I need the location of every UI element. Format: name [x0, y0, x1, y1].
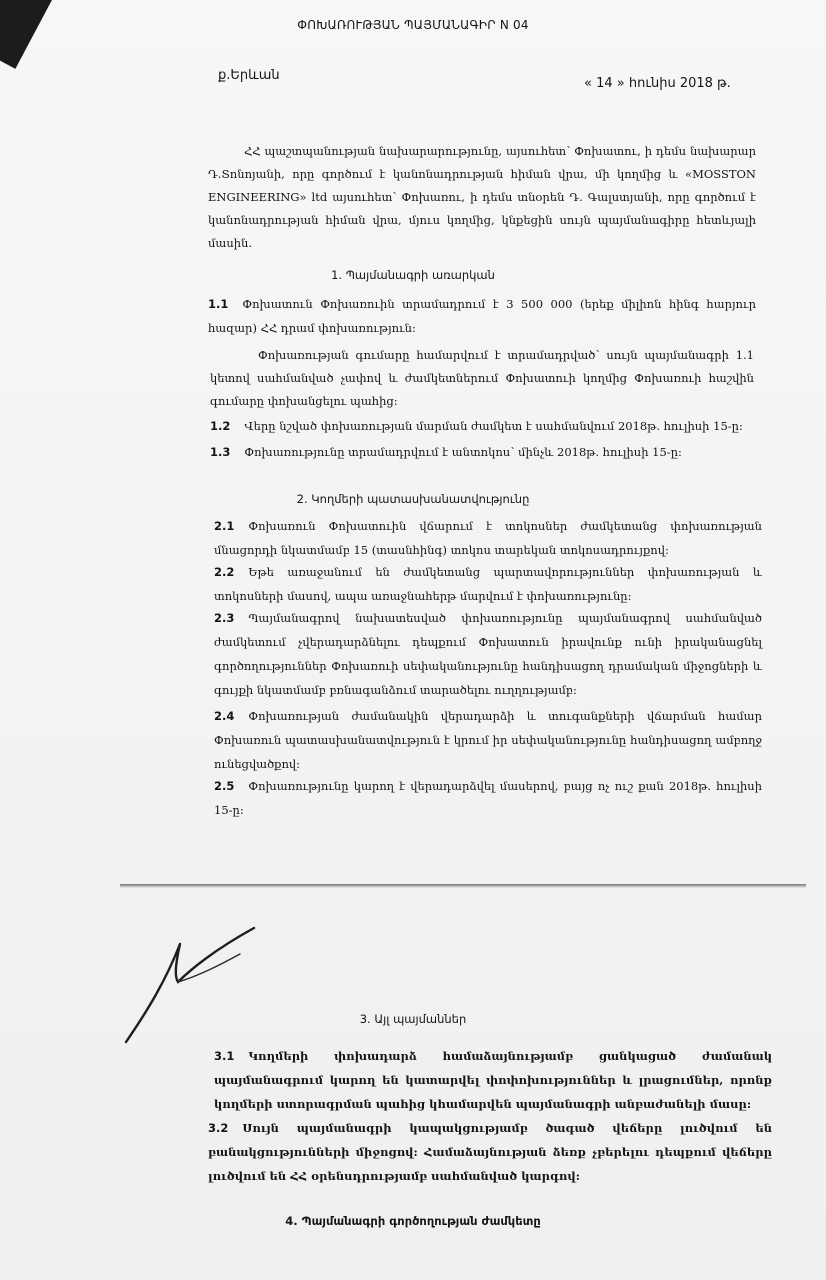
clause-text: Փոխառությունը կարող է վերադարձվել մասերով, բայց ոչ ուշ քան 2018թ. հուլիսի 15-ը: [214, 779, 762, 817]
clause-number: 1.1 [208, 297, 229, 311]
clause-2-3 [214, 606, 762, 702]
clause-number: 3.1 [214, 1049, 235, 1063]
signature-scribble [118, 910, 268, 1050]
clause-2-5 [214, 774, 762, 822]
clause-3-1 [214, 1044, 772, 1116]
clause-number: 3.2 [208, 1121, 229, 1135]
scan-corner-shadow [0, 0, 58, 69]
clause-number: 2.5 [214, 779, 235, 793]
clause-1-3 [210, 440, 758, 464]
clause-number: 2.1 [214, 519, 235, 533]
clause-1-1 [208, 292, 756, 340]
clause-2-2 [214, 560, 762, 608]
intro-paragraph: ՀՀ պաշտպանության նախարարությունը, այսուհետ՝ Փոխատու, ի դեմս նախարար Դ.Տոնոյանի, որը գործում է կանոնադրության հիման վրա, մի կողմից և «MOSSTON ENGINEERING» ltd այսուհետ՝ Փոխառու, ի դեմս տնօրեն Դ. Գալստյանի, որը գործում է կանոնադրության հիման վրա, մյուս կողմից, կնքեցին սույն պայմանագիրը հետևյալի մասին. [208, 144, 756, 250]
clause-1-2 [210, 414, 758, 438]
section-3-heading: 3. Այլ պայմաններ [359, 1012, 467, 1026]
clause-2-1 [214, 514, 762, 562]
clause-3-2 [208, 1116, 772, 1188]
clause-2-4 [214, 704, 762, 776]
clause-number: 1.2 [210, 419, 231, 433]
clause-number: 1.3 [210, 445, 231, 459]
clause-text: Սույն պայմանագրի կապակցությամբ ծագած վեճերը լուծվում են բանակցությունների միջոցով: Համաձայնության ձեռք չբերելու դեպքում վեճերը լուծվում են ՀՀ օրենսդրությամբ սահմանված կարգով: [208, 1121, 772, 1183]
section-4-heading: 4. Պայմանագրի գործողության ժամկետը [285, 1214, 541, 1228]
page-fold-line [120, 884, 806, 888]
clause-text: Պայմանագրով նախատեսված փոխառությունը պայմանագրով սահմանված ժամկետում չվերադարձնելու դեպքում Փոխատուն իրավունք ունի իրականացնել գործողություններ Փոխառուի սեփականությունը հանդիսացող դրամական միջոցների և գույքի նկատմամբ բռնագանձում տարածելու ուղղությամբ: [214, 611, 762, 697]
clause-text: Փոխառությունը տրամադրվում է անտոկոս՝ մինչև 2018թ. հուլիսի 15-ը: [244, 445, 682, 459]
section-1-heading: 1. Պայմանագրի առարկան [331, 268, 495, 282]
document-date: « 14 » հունիս 2018 թ. [584, 76, 731, 91]
clause-text: Եթե առաջանում են ժամկետանց պարտավորություններ փոխառության և տոկոսների մասով, ապա առաջնահերթ մարվում է փոխառությունը: [214, 565, 762, 603]
clause-number: 2.3 [214, 611, 235, 625]
document-title: ՓՈԽԱՌՈՒԹՅԱՆ ՊԱՅՄԱՆԱԳԻՐ N 04 [297, 18, 529, 32]
clause-text: Փոխառության ժամանակին վերադարձի և տուգանքների վճարման համար Փոխառուն պատասխանատվություն է կրում իր սեփականությունը հանդիսացող ամբողջ ունեցվածքով: [214, 709, 762, 771]
document-city: ք.Երևան [218, 68, 280, 83]
clause-text: Կողմերի փոխադարձ համաձայնությամբ ցանկացած ժամանակ պայմանագրում կարող են կատարվել փոփոխություններ և լրացումներ, որոնք կողմերի ստորագրման պահից կհամարվեն պայմանագրի անբաժանելի մասը: [214, 1049, 772, 1111]
clause-number: 2.4 [214, 709, 235, 723]
clause-text: Փոխատուն Փոխառուին տրամադրում է 3 500 000 (երեք միլիոն հինգ հարյուր հազար) ՀՀ դրամ փոխառություն: [208, 297, 756, 335]
clause-text: Վերը նշված փոխառության մարման ժամկետ է սահմանվում 2018թ. հուլիսի 15-ը: [244, 419, 743, 433]
section-2-heading: 2. Կողմերի պատասխանատվությունը [296, 492, 530, 506]
clause-text: Փոխառուն Փոխատուին վճարում է տոկոսներ ժամկետանց փոխառության մնացորդի նկատմամբ 15 (տասնհինգ) տոկոս տարեկան տոկոսադրույքով: [214, 519, 762, 557]
clause-number: 2.2 [214, 565, 235, 579]
clause-1-1-paragraph: Փոխառության գումարը համարվում է տրամադրված՝ սույն պայմանագրի 1.1 կետով սահմանված չափով և ժամկետներում Փոխատուի կողմից Փոխառուի հաշվին գումարը փոխանցելու պահից: [210, 348, 754, 408]
